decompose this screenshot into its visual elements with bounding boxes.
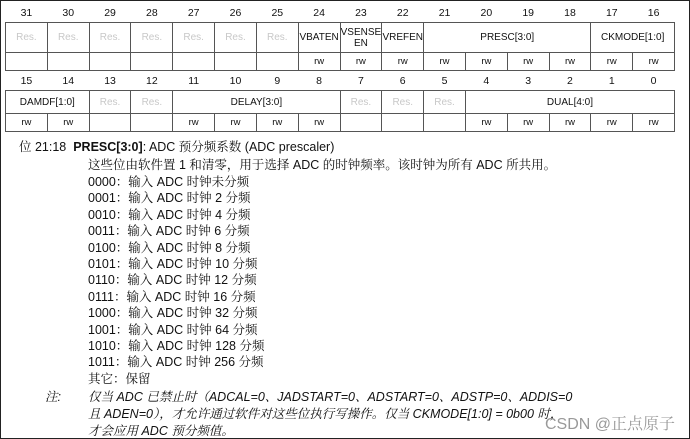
other-values: 其它：保留 (88, 372, 151, 386)
bit-number: 28 (146, 6, 158, 19)
reserved-field: Res. (89, 91, 131, 114)
bit-number: 12 (146, 74, 158, 87)
access-type: rw (340, 53, 382, 71)
note-line: 仅当 ADC 已禁止时（ADCAL=0、JADSTART=0、ADSTART=0、ADSTP=0、ADDIS=0 (88, 390, 573, 404)
prescaler-value: 1000：输入 ADC 时钟 32 分频 (88, 306, 258, 321)
note-label: 注: (45, 390, 61, 404)
bit-number: 2 (567, 74, 573, 87)
reserved-field: Res. (173, 23, 215, 53)
prescaler-value: 1010：输入 ADC 时钟 128 分频 (88, 339, 265, 353)
bit-number: 21 (438, 6, 451, 19)
field-heading (19, 137, 334, 155)
bit-number: 20 (480, 6, 493, 19)
prescaler-value: 0011：输入 ADC 时钟 6 分频 (88, 224, 250, 239)
bit-number: 30 (62, 6, 75, 19)
reserved-field: Res. (131, 23, 173, 53)
access-type: rw (256, 114, 298, 132)
bit-number: 16 (647, 6, 660, 19)
register-field: DELAY[3:0] (173, 91, 340, 114)
access-type (256, 53, 298, 71)
prescaler-value: 0100：输入 ADC 时钟 8 分频 (88, 240, 251, 255)
bit-number: 19 (522, 6, 534, 19)
reserved-field: Res. (256, 23, 298, 53)
bit-number: 18 (564, 6, 576, 19)
reserved-field: Res. (89, 23, 131, 53)
bit-number: 9 (274, 74, 281, 87)
access-type (424, 114, 466, 132)
bit-number: 15 (20, 74, 33, 87)
field-title: : ADC 预分频系数 (ADC prescaler) (142, 140, 335, 154)
register-field: CKMODE[1:0] (591, 23, 675, 53)
bit-number: 0 (650, 74, 657, 87)
bit-number: 8 (316, 74, 323, 87)
access-type: rw (47, 114, 89, 132)
reserved-field: Res. (340, 91, 382, 114)
access-type: rw (591, 114, 633, 132)
field-intro: 这些位由软件置 1 和清零，用于选择 ADC 的时钟频率。该时钟为所有 ADC 所共用。 (88, 158, 557, 172)
reserved-field: Res. (424, 91, 466, 114)
access-type (215, 53, 257, 71)
bit-number: 24 (313, 6, 325, 19)
bit-number: 25 (271, 6, 284, 19)
bit-number: 23 (355, 6, 367, 19)
prescaler-value: 0101：输入 ADC 时钟 10 分频 (88, 257, 258, 271)
access-type: rw (507, 53, 549, 71)
access-type (173, 53, 215, 71)
reserved-field: Res. (47, 23, 89, 53)
access-type: rw (424, 53, 466, 71)
access-type: rw (633, 53, 675, 71)
register-field: DUAL[4:0] (465, 91, 674, 114)
register-table-high (5, 3, 675, 71)
access-type: rw (591, 53, 633, 71)
register-field: VSENSE EN (340, 23, 382, 53)
access-type: rw (298, 114, 340, 132)
prescaler-value: 1011：输入 ADC 时钟 256 分频 (88, 355, 264, 370)
access-type (131, 114, 173, 132)
field-name: PRESC[3:0] (73, 140, 143, 154)
access-type: rw (549, 114, 591, 132)
register-field: DAMDF[1:0] (6, 91, 90, 114)
register-field: PRESC[3:0] (424, 23, 591, 53)
prescaler-value: 1001：输入 ADC 时钟 64 分频 (88, 322, 258, 337)
register-table-low (5, 71, 675, 132)
prescaler-value: 0000：输入 ADC 时钟未分频 (88, 175, 250, 189)
access-type: rw (465, 53, 507, 71)
note-line: 且 ADEN=0），才允许通过软件对这些位执行写操作。仅当 CKMODE[1:0] = 0b00 时， (88, 407, 563, 421)
access-type: rw (465, 114, 507, 132)
watermark: CSDN @正点原子 (544, 416, 675, 433)
access-type (382, 114, 424, 132)
bit-number: 22 (396, 6, 409, 19)
prescaler-value: 0111：输入 ADC 时钟 16 分频 (88, 289, 256, 304)
bit-number: 4 (483, 74, 490, 87)
access-type (89, 53, 131, 71)
reserved-field: Res. (215, 23, 257, 53)
register-field: VREFEN (382, 23, 424, 53)
access-type: rw (173, 114, 215, 132)
bit-number: 13 (104, 74, 116, 87)
access-type (340, 114, 382, 132)
bit-number: 29 (104, 6, 116, 19)
access-type: rw (633, 114, 675, 132)
access-type (47, 53, 89, 71)
bit-number: 7 (357, 74, 364, 87)
access-type: rw (215, 114, 257, 132)
bit-number: 1 (608, 74, 615, 87)
access-type (6, 53, 48, 71)
bit-number: 6 (399, 74, 406, 87)
prescaler-value: 0110：输入 ADC 时钟 12 分频 (88, 273, 257, 288)
bit-number: 31 (20, 6, 33, 19)
bit-number: 11 (188, 74, 200, 87)
bit-number: 17 (605, 6, 618, 19)
reserved-field: Res. (131, 91, 173, 114)
bit-number: 27 (187, 6, 200, 19)
bit-number: 3 (525, 74, 532, 87)
bit-number: 14 (62, 74, 75, 87)
prescaler-value: 0001：输入 ADC 时钟 2 分频 (88, 191, 251, 206)
access-type: rw (549, 53, 591, 71)
access-type: rw (382, 53, 424, 71)
note-line: 才会应用 ADC 预分频值。 (88, 424, 234, 438)
reserved-field: Res. (6, 23, 48, 53)
access-type (131, 53, 173, 71)
bit-number: 5 (441, 74, 448, 87)
prescaler-value: 0010：输入 ADC 时钟 4 分频 (88, 207, 251, 222)
access-type: rw (6, 114, 48, 132)
bit-range: 位 21:18 (19, 140, 67, 154)
access-type (89, 114, 131, 132)
access-type: rw (298, 53, 340, 71)
register-field: VBATEN (298, 23, 340, 53)
access-type: rw (507, 114, 549, 132)
bit-number: 10 (229, 74, 242, 87)
reserved-field: Res. (382, 91, 424, 114)
bit-number: 26 (229, 6, 242, 19)
